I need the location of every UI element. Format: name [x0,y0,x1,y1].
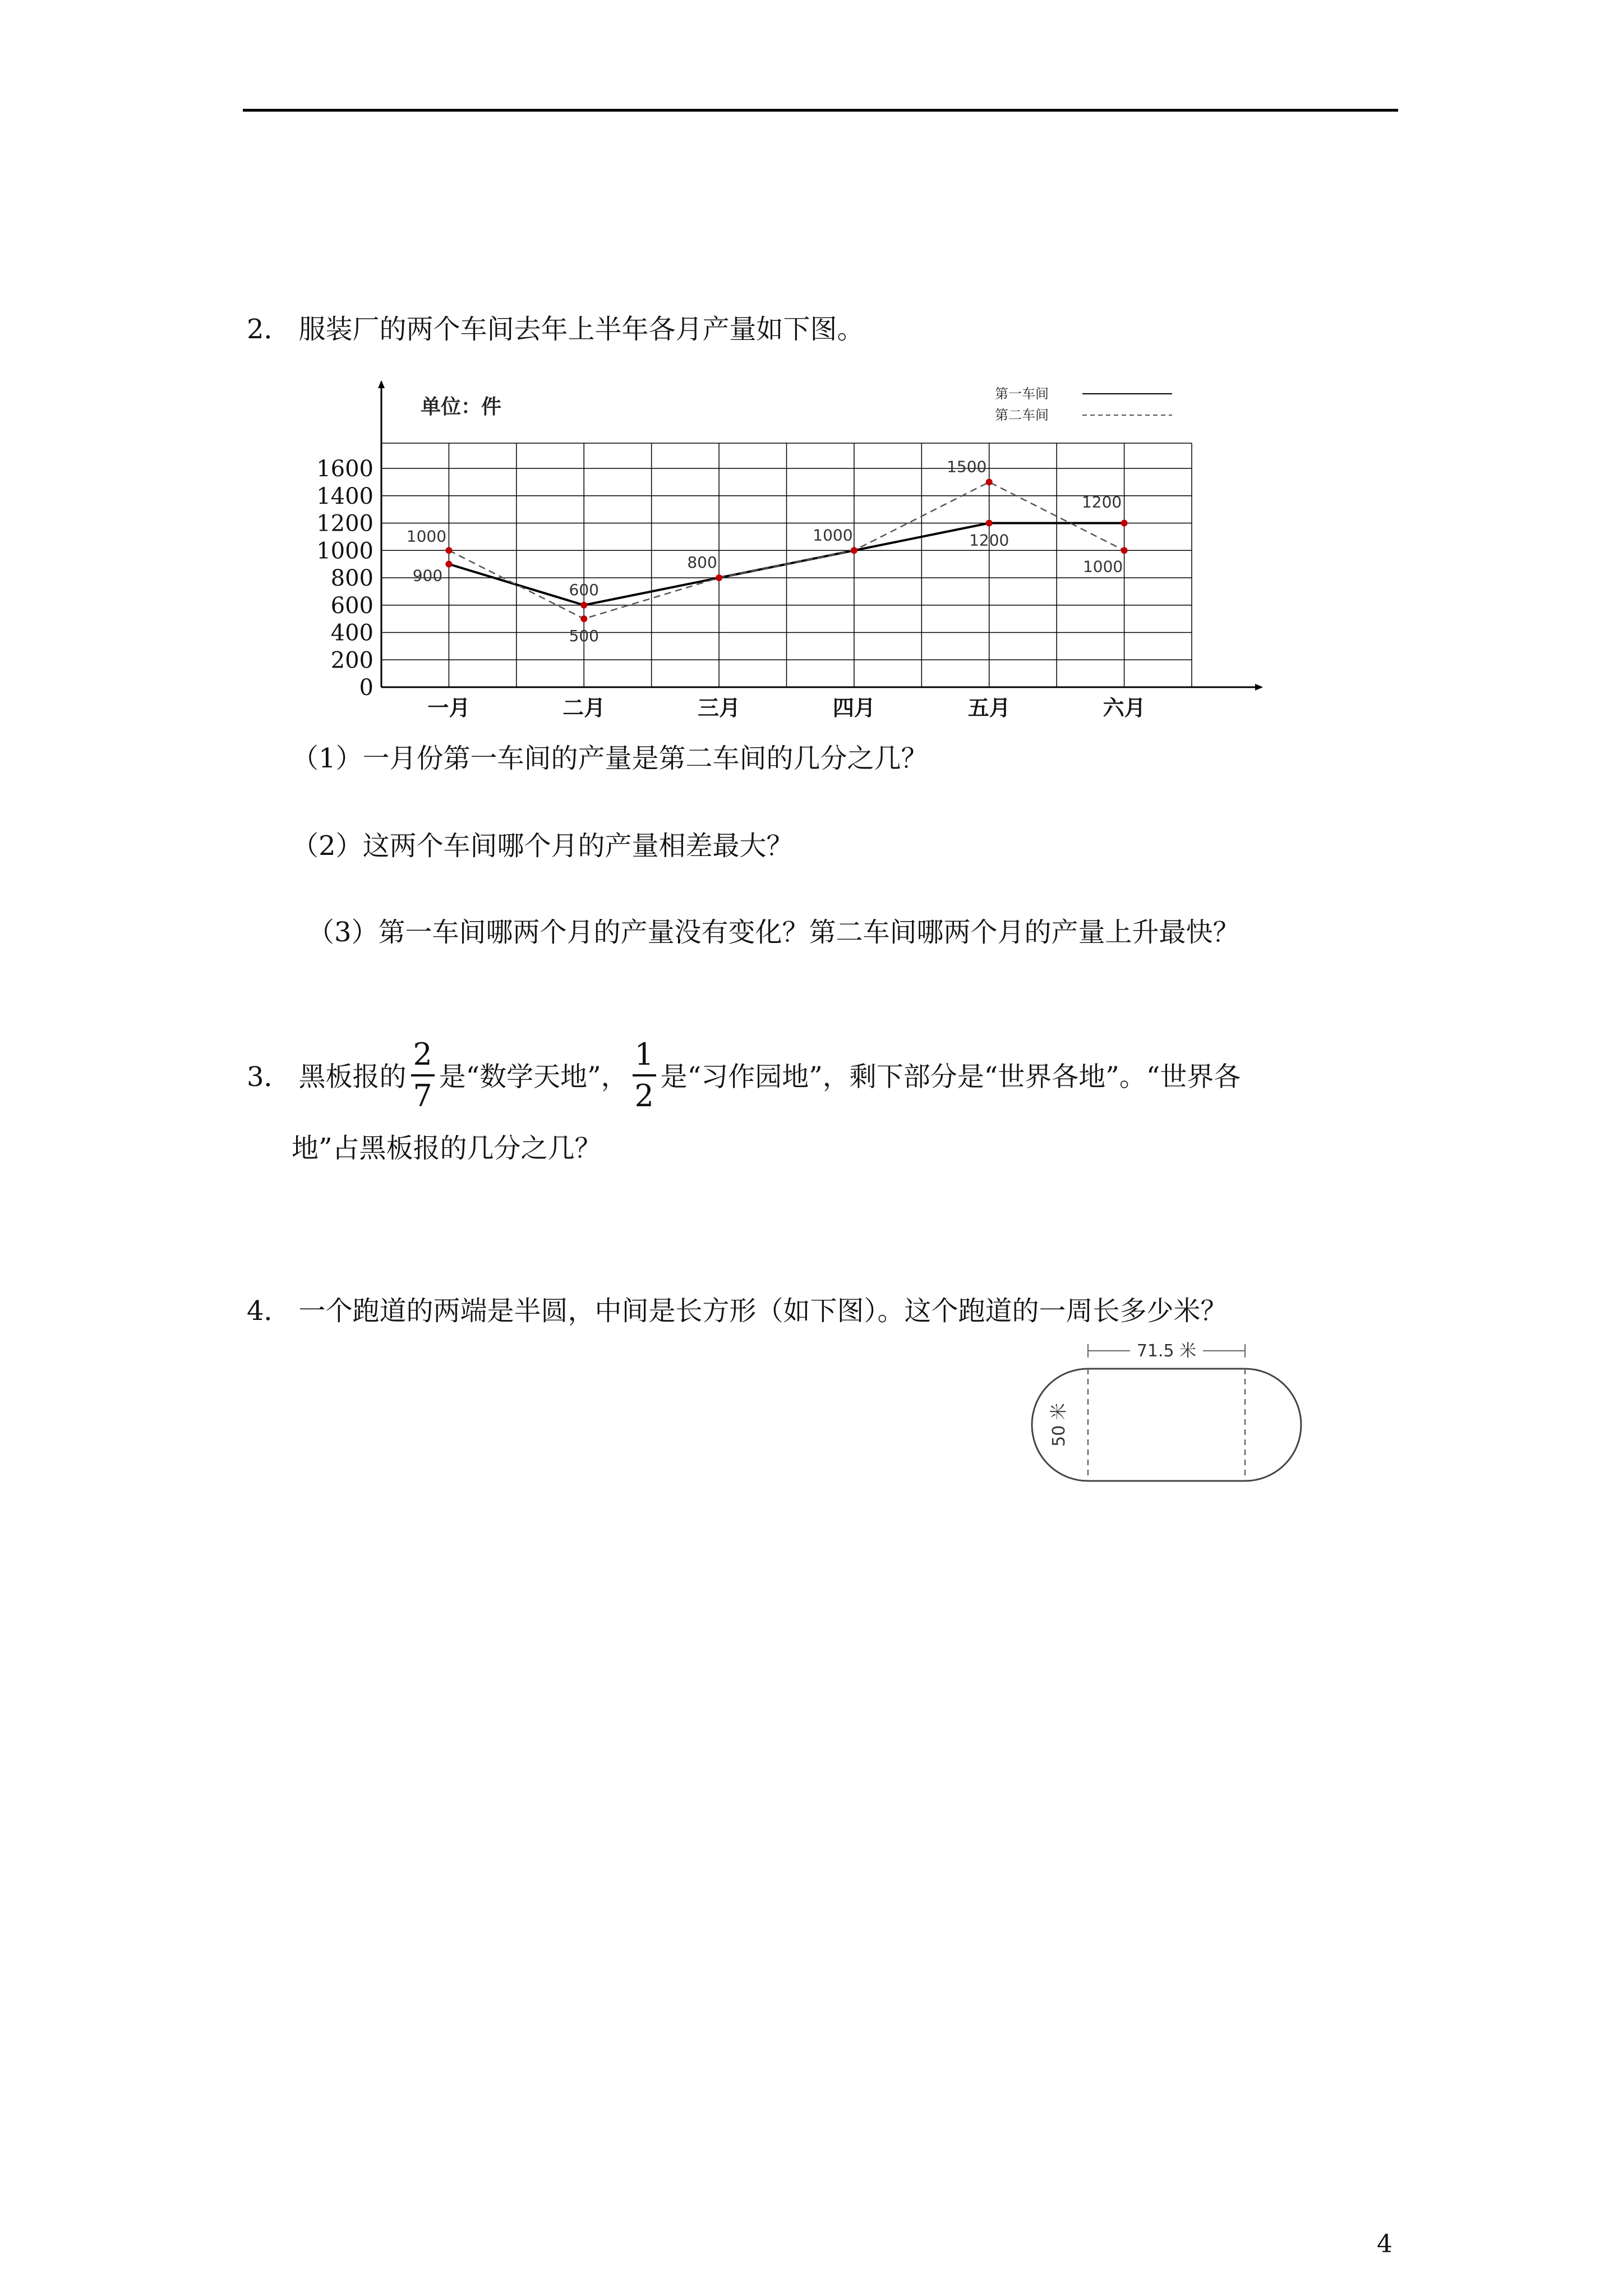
legend-label-1: 第一车间 [995,386,1049,402]
fraction-two-sevenths [411,1037,435,1114]
fraction-one-half [633,1037,656,1114]
fraction-1-denominator: 7 [413,1078,432,1114]
x-tick-label: 六月 [1103,695,1146,720]
y-tick-label: 0 [359,675,374,701]
y-tick-label: 600 [330,592,374,619]
data-point-s2-3 [716,574,722,581]
data-label-s1-5: 1200 [969,531,1009,550]
data-point-s1-6 [1121,520,1128,527]
data-point-s2-5 [986,478,993,485]
data-label-s1-2: 600 [569,580,599,599]
y-tick-label: 800 [330,565,374,591]
question-4-text-line [247,1293,1228,1329]
data-point-s2-4 [851,547,857,554]
data-label-s2-6: 1000 [1082,557,1123,576]
x-tick-label: 四月 [832,695,875,720]
legend-label-2: 第二车间 [995,407,1049,423]
chart-legend [995,386,1172,423]
track-outline [1032,1369,1301,1481]
data-label-s2-1: 1000 [406,527,447,546]
sub-question-1: （1）一月份第一车间的产量是第二车间的几分之几？ [292,743,928,774]
question-2-text: 服装厂的两个车间去年上半年各月产量如下图。 [298,314,864,345]
fraction-2-numerator: 1 [634,1037,654,1072]
sub-question-2: （2）这两个车间哪个月的产量相差最大？ [292,830,794,862]
track-length-label: 71.5 米 [1136,1341,1197,1361]
y-tick-label: 1200 [316,510,374,537]
page-number: 4 [1377,2230,1393,2258]
data-label-s1-6: 1200 [1081,493,1122,512]
x-tick-label: 一月 [427,695,471,720]
data-label-s2-5: 1500 [947,457,987,476]
running-track-diagram [1021,1335,1324,1498]
y-tick-label: 1600 [316,456,374,482]
data-point-s2-6 [1121,547,1128,554]
x-tick-label: 三月 [698,695,741,720]
data-point-s1-1 [445,561,452,568]
chart-labels [407,457,1123,645]
data-point-s2-2 [580,615,587,622]
question-2-number: 2． [247,314,291,345]
data-label-s1-1: 900 [412,566,443,585]
question-4-text: 一个跑道的两端是半圆，中间是长方形（如下图）。这个跑道的一周长多少米？ [298,1295,1228,1327]
y-tick-label: 1400 [316,483,374,509]
top-rule [243,109,1398,112]
question-3-part-2: 是“数学天地”， [439,1061,628,1093]
question-3-part-1: 黑板报的 [298,1061,407,1093]
question-3-number: 3． [247,1061,291,1093]
y-tick-label: 200 [330,647,374,674]
y-tick-label: 1000 [316,538,374,564]
data-label-s1-4: 1000 [813,526,853,545]
fraction-1-numerator: 2 [413,1037,432,1072]
sub-question-3: （3）第一车间哪两个月的产量没有变化？第二车间哪两个月的产量上升最快？ [307,917,1240,948]
question-3-line-1 [247,1037,1241,1117]
x-tick-label: 二月 [562,695,606,720]
data-point-s1-5 [986,520,993,527]
production-line-chart [280,370,1290,729]
question-3-line-2: 地”占黑板报的几分之几？ [292,1133,602,1164]
data-point-s1-2 [580,602,587,609]
data-label-s2-2: 500 [569,627,599,646]
question-3-part-3: 是“习作园地”，剩下部分是“世界各地”。“世界各 [660,1061,1241,1093]
question-4-number: 4． [247,1295,291,1327]
x-tick-label: 五月 [967,695,1011,720]
fraction-2-denominator: 2 [634,1078,654,1114]
chart-unit-label: 单位：件 [421,395,502,418]
question-2-title [247,311,864,347]
track-width-label: 50 米 [1049,1403,1069,1447]
y-tick-label: 400 [330,620,374,646]
data-label-s1-3: 800 [687,553,717,572]
data-point-s2-1 [445,547,452,554]
